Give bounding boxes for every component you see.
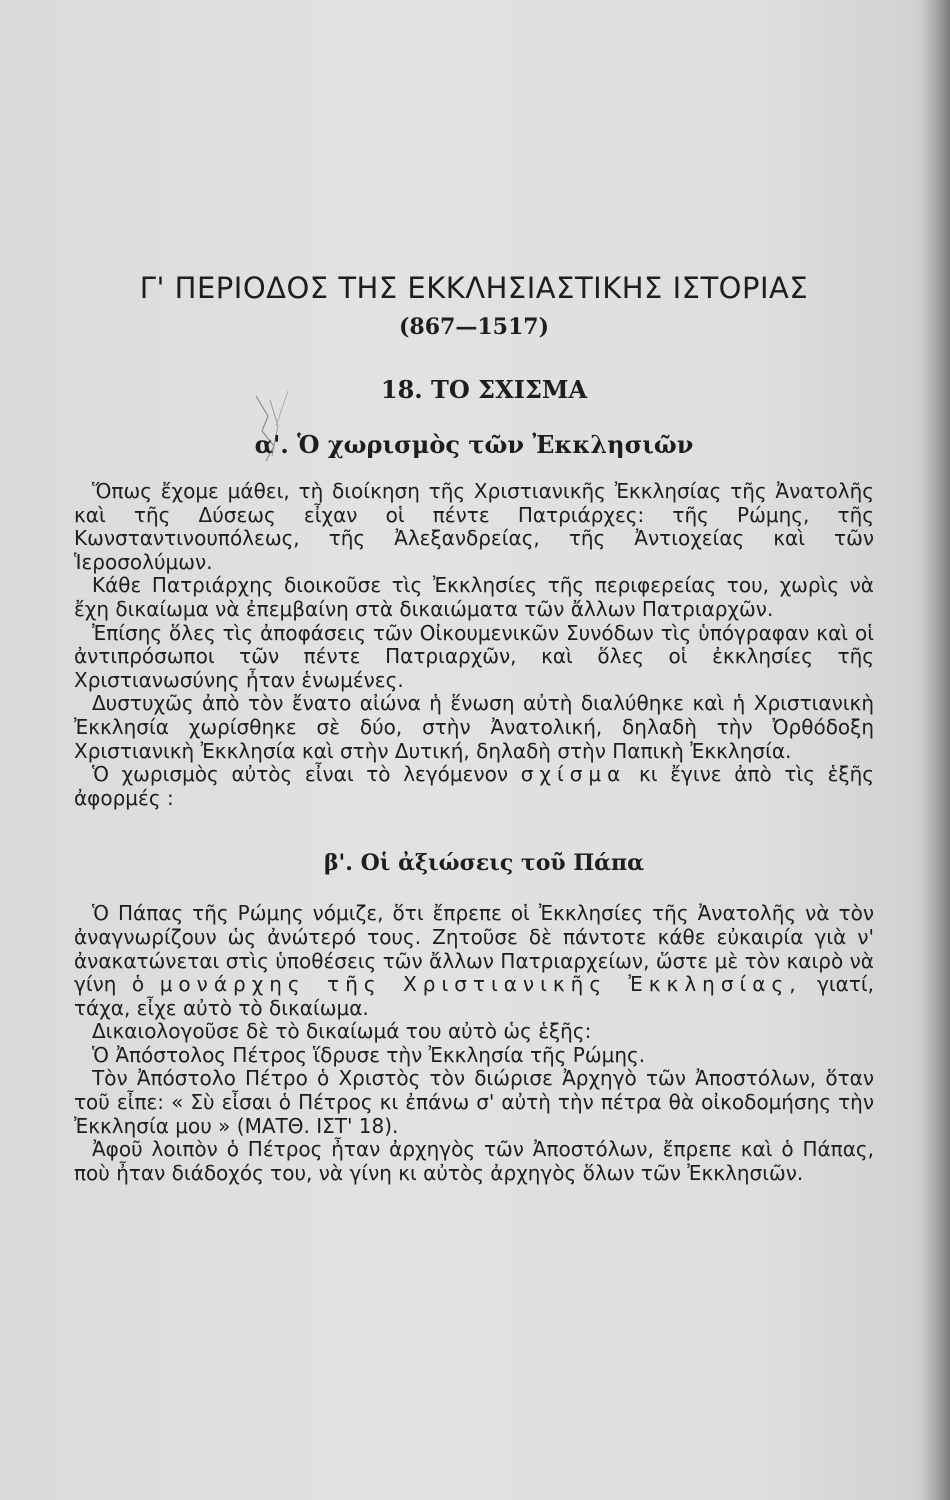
section-a-paragraph-2: Κάθε Πατριάρχης διοικοῦσε τὶς Ἐκκλησίες τῆς περιφερείας του, χωρὶς νὰ ἔχη δικαίωμα νὰ ἐπεμβαίνη στὰ δικαιώματα τῶν ἄλλων Πατριαρχῶν. [74,573,874,621]
section-a-paragraph-4: Δυστυχῶς ἀπὸ τὸν ἔνατο αἰώνα ἡ ἕνωση αὐτὴ διαλύθηκε καὶ ἡ Χριστιανικὴ Ἐκκλησία χωρίσθηκε σὲ δύο, στὴν Ἀνατολική, δηλαδὴ τὴν Ὀρθόδοξη Χριστιανικὴ Ἐκκλησία καὶ στὴν Δυτική, δηλαδὴ στὴν Παπικὴ Ἐκκλησία. [74,691,874,763]
section-b-paragraph-2: Δικαιολογοῦσε δὲ τὸ δικαίωμά του αὐτὸ ὡς ἑξῆς: [92,1019,592,1044]
period-years: (867—1517) [399,314,549,340]
schism-term: σχίσμα [520,762,627,787]
period-title: Γ' ΠΕΡΙΟΔΟΣ ΤΗΣ ΕΚΚΛΗΣΙΑΣΤΙΚΗΣ ΙΣΤΟΡΙΑΣ [139,271,809,305]
section-a-paragraph-5: Ὁ χωρισμὸς αὐτὸς εἶναι τὸ λεγόμενον σχίσμα κι ἔγινε ἀπὸ τὶς ἑξῆς ἀφορμές : [74,762,874,810]
monarch-term: μονάρχης τῆς Χριστιανικῆς Ἐκκλησίας, [159,972,802,997]
section-a-paragraph-1: Ὅπως ἔχομε μάθει, τὴ διοίκηση τῆς Χριστιανικῆς Ἐκκλησίας τῆς Ἀνατολῆς καὶ τῆς Δύσεως εἶχαν οἱ πέντε Πατριάρχες: τῆς Ρώμης, τῆς Κωνσταντινουπόλεως, τῆς Ἀλεξανδρείας, τῆς Ἀντιοχείας καὶ τῶν Ἱεροσολύμων. [74,479,874,574]
section-a-paragraph-3: Ἐπίσης ὅλες τὶς ἀποφάσεις τῶν Οἰκουμενικῶν Συνόδων τὶς ὑπόγραφαν καὶ οἱ ἀντιπρόσωποι τῶν πέντε Πατριαρχῶν, καὶ ὅλες οἱ ἐκκλησίες τῆς Χριστιανωσύνης ἦταν ἑνωμένες. [74,620,874,692]
section-b-title: β'. Οἱ ἀξιώσεις τοῦ Πάπα [323,850,645,877]
section-b-paragraph-3: Ὁ Ἀπόστολος Πέτρος ἵδρυσε τὴν Ἐκκλησία τῆς Ρώμης. [92,1042,646,1067]
chapter-title: 18. ΤΟ ΣΧΙΣΜΑ [380,375,588,404]
section-b-paragraph-1: Ὁ Πάπας τῆς Ρώμης νόμιζε, ὅτι ἔπρεπε οἱ Ἐκκλησίες τῆς Ἀνατολῆς νὰ τὸν ἀναγνωρίζουν ὡς ἀνώτερό τους. Ζητοῦσε δὲ πάντοτε κάθε εὐκαιρία γιὰ ν' ἀνακατώνεται στὶς ὑποθέσεις τῶν ἄλλων Πατριαρχείων, ὥστε μὲ τὸν καιρὸ νὰ γίνη ὁ μονάρχης τῆς Χριστιανικῆς Ἐκκλησίας, γιατί, τάχα, εἶχε αὐτὸ τὸ δικαίωμα. [74,901,875,1020]
section-b-paragraph-4: Τὸν Ἀπόστολο Πέτρο ὁ Χριστὸς τὸν διώρισε Ἀρχηγὸ τῶν Ἀποστόλων, ὅταν τοῦ εἶπε: « Σὺ εἶσαι ὁ Πέτρος κι ἐπάνω σ' αὐτὴ τὴν πέτρα θὰ οἰκοδομήσης τὴν Ἐκκλησία μου » (ΜΑΤΘ. ΙΣΤ' 18). [74,1066,874,1138]
section-b-body [74,902,874,1185]
section-a-body [74,480,874,810]
section-b-paragraph-5: Ἀφοῦ λοιπὸν ὁ Πέτρος ἦταν ἀρχηγὸς τῶν Ἀποστόλων, ἔπρεπε καὶ ὁ Πάπας, ποὺ ἦταν διάδοχός του, νὰ γίνη κι αὐτὸς ἀρχηγὸς ὅλων τῶν Ἐκκλησιῶν. [74,1137,874,1185]
section-a-title: α'. Ὁ χωρισμὸς τῶν Ἐκκλησιῶν [254,430,694,459]
page-content [74,268,874,1185]
page-edge-shadow [922,0,950,1500]
